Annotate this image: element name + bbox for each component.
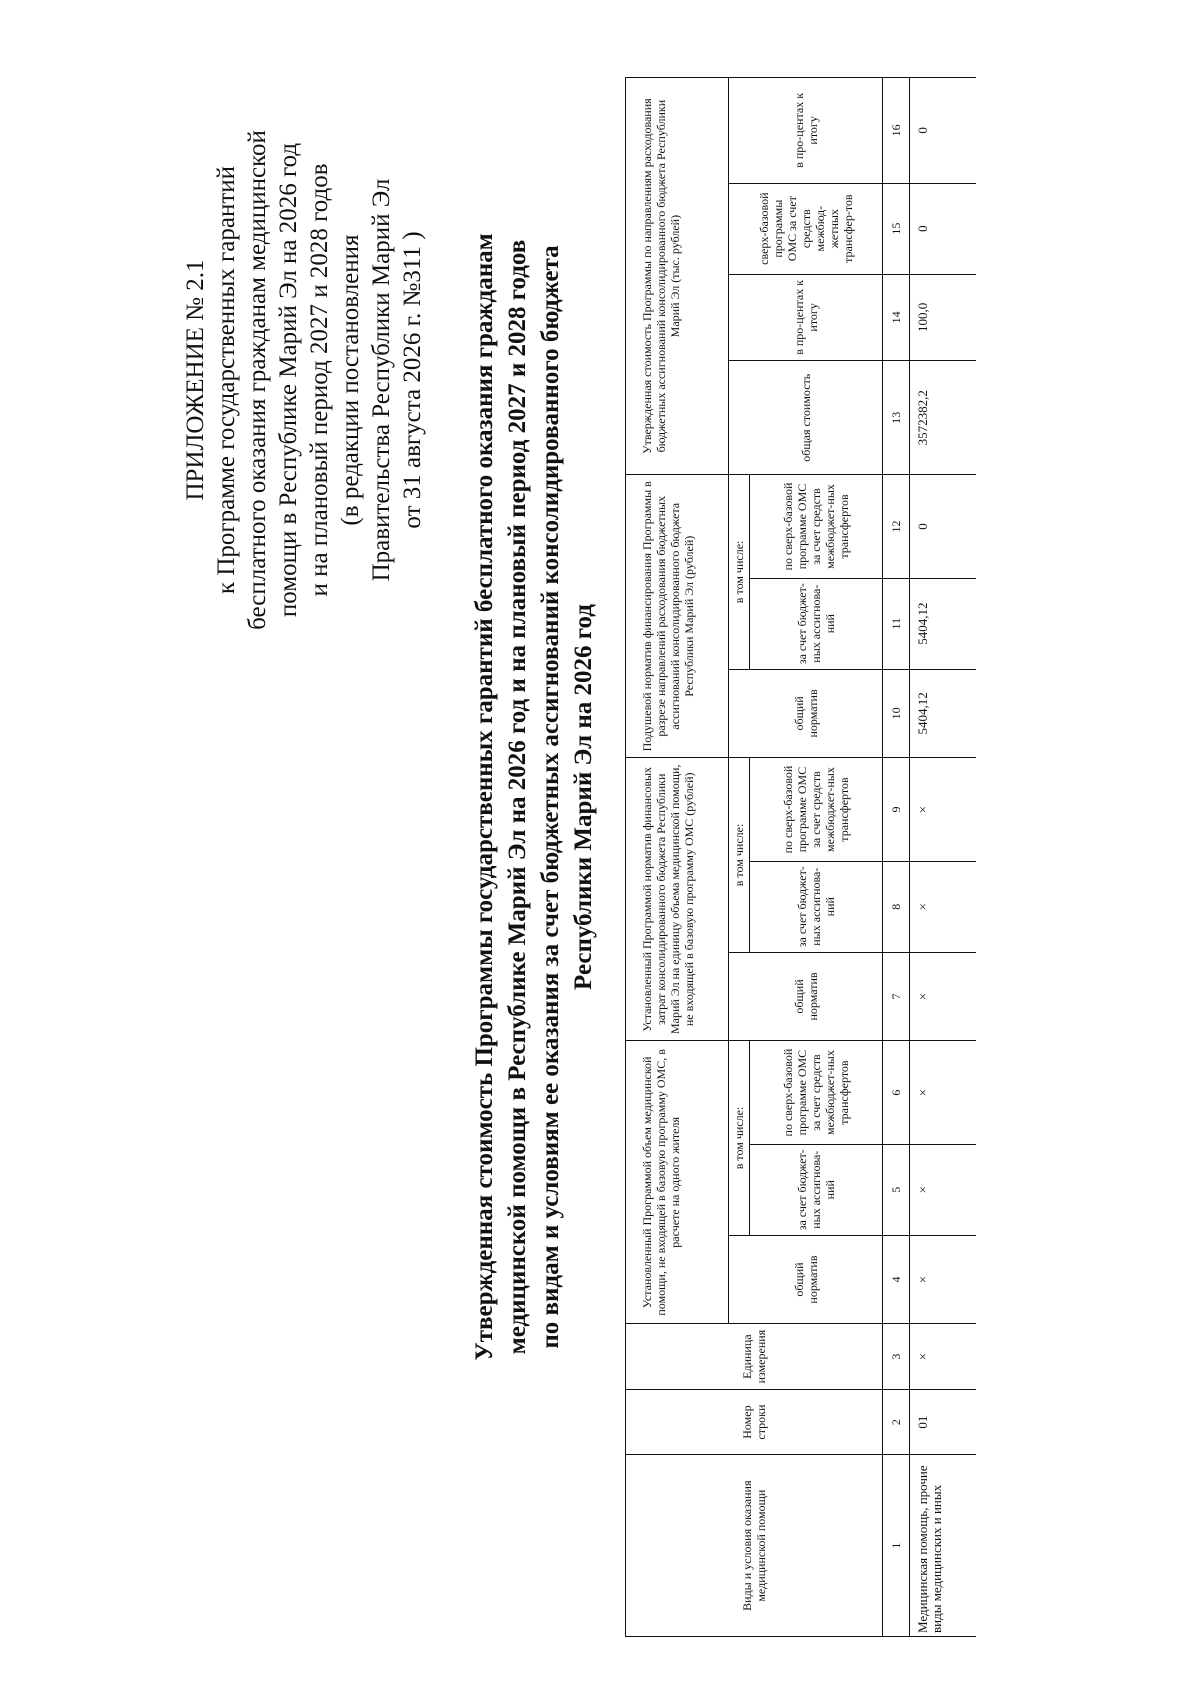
cell-per-capita-total: 5404,12 (910, 669, 977, 758)
header-including: в том числе: (729, 758, 750, 952)
column-number: 7 (883, 952, 910, 1041)
column-number: 9 (883, 758, 910, 862)
title-line: Утвержденная стоимость Программы государственных гарантий бесплатного оказания гражданам (471, 233, 498, 1361)
column-number: 14 (883, 274, 910, 361)
column-number: 15 (883, 183, 910, 274)
cell-percent: 0 (910, 78, 977, 184)
column-number: 16 (883, 78, 910, 184)
cell-norm-budget: × (910, 861, 977, 952)
table-row (910, 78, 977, 1637)
header-group-volume: Установленный Программой объем медицинской помощи, не входящей в базовую программу ОМС, в расчете на одного жителя (626, 1041, 729, 1324)
header-group-approved-cost: Утвержденная стоимость Программы по направлениям расходования бюджетных ассигнований консолидированного бюджета Республики Марий Эл (тыс. рублей) (626, 78, 729, 475)
title-line: Республики Марий Эл на 2026 год (570, 604, 597, 990)
annex-line: (в редакции постановления (337, 234, 364, 526)
header-percent: в про-центах к итогу (729, 274, 883, 361)
header-over-base-cost: сверх-базовой программы ОМС за счет средств межбюд-жетных трансфер-тов (729, 183, 883, 274)
annex-line: от 31 августа 2026 г. №311 ) (399, 231, 426, 529)
cell-percent: 100,0 (910, 274, 977, 361)
header-including: в том числе: (729, 1041, 750, 1235)
header-kinds: Виды и условия оказания медицинской помощи (626, 1455, 883, 1637)
annex-line: помощи в Республике Марий Эл на 2026 год (275, 142, 302, 618)
header-unit: Единица измерения (626, 1324, 883, 1389)
header-total-norm: общий норматив (729, 1235, 883, 1324)
cell-volume-total: × (910, 1235, 977, 1324)
cost-table (625, 77, 976, 1637)
header-over-base: по сверх-базовой программе ОМС за счет средств межбюджет-ных трансфертов (750, 475, 883, 579)
header-row-1 (626, 78, 729, 1637)
column-number: 10 (883, 669, 910, 758)
cell-volume-over-base: × (910, 1041, 977, 1145)
column-number: 4 (883, 1235, 910, 1324)
title-line: по видам и условиям ее оказания за счет бюджетных ассигнований консолидированного бюджета (537, 245, 564, 1349)
cell-volume-budget: × (910, 1144, 977, 1235)
header-budget: за счет бюджет-ных ассигнова-ний (750, 1144, 883, 1235)
header-budget: за счет бюджет-ных ассигнова-ний (750, 578, 883, 669)
annex-line: бесплатного оказания гражданам медицинской (244, 130, 271, 630)
cell-norm-total: × (910, 952, 977, 1041)
column-number: 8 (883, 861, 910, 952)
annex-line: к Программе государственных гарантий (213, 165, 240, 595)
cell-per-capita-budget: 5404,12 (910, 578, 977, 669)
cell-norm-over-base: × (910, 758, 977, 862)
column-number: 5 (883, 1144, 910, 1235)
cell-unit: × (910, 1324, 977, 1389)
column-number: 12 (883, 475, 910, 579)
row-kind: Медицинская помощь, прочие виды медицинских и иных (910, 1455, 977, 1637)
header-group-cost-norm: Установленный Программой норматив финансовых затрат консолидированного бюджета Республики Марий Эл на единицу объема медицинской помощи, не входящей в базовую программу ОМС (рублей) (626, 758, 729, 1041)
header-row-number: Номер строки (626, 1389, 883, 1454)
document-title (468, 147, 600, 1447)
header-total-cost: общая стоимость (729, 361, 883, 475)
header-percent: в про-центах к итогу (729, 78, 883, 184)
header-budget: за счет бюджет-ных ассигнова-ний (750, 861, 883, 952)
column-number: 3 (883, 1324, 910, 1389)
column-number: 2 (883, 1389, 910, 1454)
annex-line: Правительства Республики Марий Эл (368, 178, 395, 582)
cell-row-number: 01 (910, 1389, 977, 1454)
annex-header (180, 20, 428, 740)
column-number: 6 (883, 1041, 910, 1145)
header-total-norm: общий норматив (729, 669, 883, 758)
header-group-per-capita: Подушевой норматив финансирования Программы в разрезе направлений расходования бюджетных ассигнований консолидированного бюджета Республики Марий Эл (рублей) (626, 475, 729, 758)
header-over-base: по сверх-базовой программе ОМС за счет средств межбюджет-ных трансфертов (750, 1041, 883, 1145)
column-numbers-row (883, 78, 910, 1637)
annex-line: и на плановый период 2027 и 2028 годов (306, 163, 333, 597)
column-number: 13 (883, 361, 910, 475)
annex-line: ПРИЛОЖЕНИЕ № 2.1 (182, 259, 209, 501)
header-including: в том числе: (729, 475, 750, 669)
header-over-base: по сверх-базовой программе ОМС за счет средств межбюджет-ных трансфертов (750, 758, 883, 862)
cell-total-cost: 3572382,2 (910, 361, 977, 475)
header-total-norm: общий норматив (729, 952, 883, 1041)
column-number: 11 (883, 578, 910, 669)
cell-per-capita-over-base: 0 (910, 475, 977, 579)
title-line: медицинской помощи в Республике Марий Эл на 2026 год и на плановый период 2027 и 2028 годов (504, 239, 531, 1355)
cell-over-base-cost: 0 (910, 183, 977, 274)
column-number: 1 (883, 1455, 910, 1637)
